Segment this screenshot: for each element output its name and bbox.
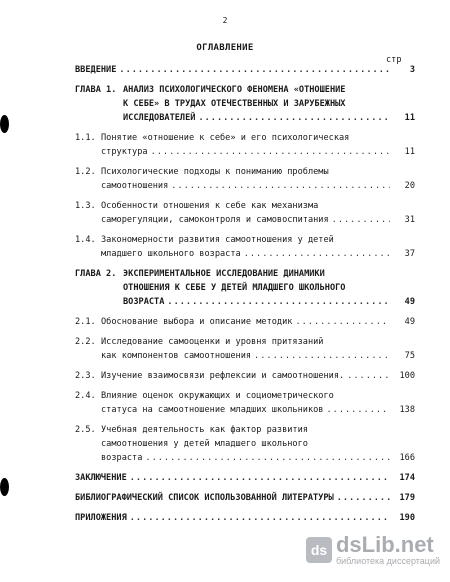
- watermark-logo: ds: [306, 537, 332, 563]
- toc-entry: [75, 131, 415, 159]
- punch-hole-mark: [0, 115, 9, 133]
- dot-leader: [244, 247, 390, 261]
- toc-entry: [75, 511, 415, 525]
- toc-entry: [75, 165, 415, 193]
- toc-entry-text: самоотношения у детей младшего школьного: [101, 439, 308, 449]
- toc-entry: [75, 471, 415, 485]
- toc-entry-page: 11: [404, 147, 415, 157]
- toc-entry-text: возраста: [101, 453, 143, 463]
- toc-entry-number: 1.1.: [75, 133, 96, 143]
- toc-entry: [75, 389, 415, 417]
- dot-leader: [326, 403, 390, 417]
- toc-entry: [75, 83, 415, 125]
- toc-entry-number: 2.3.: [75, 371, 96, 381]
- toc-entry-text: самоотношения: [101, 181, 169, 191]
- toc-entry-page: 75: [404, 351, 415, 361]
- toc-entry-text: ЭКСПЕРИМЕНТАЛЬНОЕ ИССЛЕДОВАНИЕ ДИНАМИКИ: [123, 269, 325, 279]
- toc-entry-number: ГЛАВА 1.: [75, 85, 117, 95]
- toc-entry-text: ПРИЛОЖЕНИЯ: [75, 513, 127, 523]
- toc-entry-text: ОТНОШЕНИЯ К СЕБЕ У ДЕТЕЙ МЛАДШЕГО ШКОЛЬНОГО: [123, 283, 346, 293]
- toc-entry: [75, 233, 415, 261]
- toc-entry-text: Исследование самооценки и уровня притязаний: [101, 337, 324, 347]
- toc-entry: [75, 267, 415, 309]
- dot-leader: [145, 451, 390, 465]
- watermark: [306, 534, 440, 566]
- document-title: ОГЛАВЛЕНИЕ: [196, 43, 254, 53]
- toc-entry-page: 166: [399, 453, 415, 463]
- dot-leader: [332, 213, 390, 227]
- toc-entry-text: Психологические подходы к пониманию проблемы: [101, 167, 329, 177]
- toc-entry: [75, 315, 415, 329]
- toc-entry-number: 1.2.: [75, 167, 96, 177]
- toc-entry-text: Особенности отношения к себе как механизма: [101, 201, 319, 211]
- punch-hole-mark: [0, 478, 9, 496]
- toc-entry-page: 49: [404, 317, 415, 327]
- toc-entry-text: ВВЕДЕНИЕ: [75, 65, 117, 75]
- toc-entry-number: 2.1.: [75, 317, 96, 327]
- page-number: 2: [222, 16, 228, 25]
- toc-entry-number: 2.2.: [75, 337, 96, 347]
- toc-entry-text: как компонентов самоотношения: [101, 351, 252, 361]
- toc-entry-page: 3: [409, 65, 415, 75]
- toc-entry: [75, 369, 415, 383]
- dot-leader: [254, 349, 390, 363]
- toc-entry-text: саморегуляции, самоконтроля и самовоспитания: [101, 215, 329, 225]
- watermark-site: dsLib.net: [335, 532, 434, 557]
- pages-column-header: стр: [386, 55, 402, 65]
- toc-entry-number: 2.4.: [75, 391, 96, 401]
- toc-entry-text: ВОЗРАСТА: [123, 297, 165, 307]
- toc-entry-text: Учебная деятельность как фактор развития: [101, 425, 308, 435]
- toc-entry-page: 190: [399, 513, 415, 523]
- toc-entry-page: 31: [404, 215, 415, 225]
- toc-entry-page: 49: [404, 297, 415, 307]
- toc-entry-page: 179: [399, 493, 415, 503]
- toc-entry-page: 138: [399, 405, 415, 415]
- toc-entry-text: ЗАКЛЮЧЕНИЕ: [75, 473, 127, 483]
- dot-leader: [347, 369, 390, 383]
- dot-leader: [171, 179, 390, 193]
- toc-entry-page: 174: [399, 473, 415, 483]
- toc-entry-text: АНАЛИЗ ПСИХОЛОГИЧЕСКОГО ФЕНОМЕНА «ОТНОШЕНИЕ: [123, 85, 346, 95]
- dot-leader: [337, 491, 390, 505]
- toc-entry: [75, 199, 415, 227]
- toc-entry-text: БИБЛИОГРАФИЧЕСКИЙ СПИСОК ИСПОЛЬЗОВАННОЙ ЛИТЕРАТУРЫ: [75, 493, 334, 503]
- dot-leader: [295, 315, 390, 329]
- toc-entry-number: 1.4.: [75, 235, 96, 245]
- toc-entry-text: Закономерности развития самоотношения у детей: [101, 235, 334, 245]
- toc-entry-text: Понятие «отношение к себе» и его психологическая: [101, 133, 350, 143]
- toc-entry: [75, 491, 415, 505]
- toc-entry-text: Изучение взаимосвязи рефлексии и самоотношения.: [101, 371, 345, 381]
- toc-entry-text: младшего школьного возраста: [101, 249, 241, 259]
- toc-entry-page: 11: [404, 113, 415, 123]
- dot-leader: [119, 63, 390, 77]
- toc-entry: [75, 63, 415, 77]
- dot-leader: [151, 145, 390, 159]
- dot-leader: [198, 111, 390, 125]
- dot-leader: [130, 511, 390, 525]
- watermark-subtitle: библиотека диссертаций: [335, 556, 440, 566]
- toc-entry: [75, 335, 415, 363]
- toc-entry-number: ГЛАВА 2.: [75, 269, 117, 279]
- toc-entry: [75, 423, 415, 465]
- toc-entry-text: Влияние оценок окружающих и социометрического: [101, 391, 334, 401]
- toc-entry-text: Обоснование выбора и описание методик: [101, 317, 293, 327]
- toc-entry-text: ИССЛЕДОВАТЕЛЕЙ: [123, 113, 196, 123]
- toc-entry-number: 1.3.: [75, 201, 96, 211]
- toc-entry-page: 100: [399, 371, 415, 381]
- toc-entry-text: К СЕБЕ» В ТРУДАХ ОТЕЧЕСТВЕННЫХ И ЗАРУБЕЖНЫХ: [123, 99, 346, 109]
- toc-entry-page: 20: [404, 181, 415, 191]
- toc-entry-number: 2.5.: [75, 425, 96, 435]
- table-of-contents: [75, 63, 415, 531]
- dot-leader: [130, 471, 390, 485]
- toc-entry-text: структура: [101, 147, 148, 157]
- toc-entry-text: статуса на самоотношение младших школьников: [101, 405, 324, 415]
- toc-entry-page: 37: [404, 249, 415, 259]
- dot-leader: [167, 295, 390, 309]
